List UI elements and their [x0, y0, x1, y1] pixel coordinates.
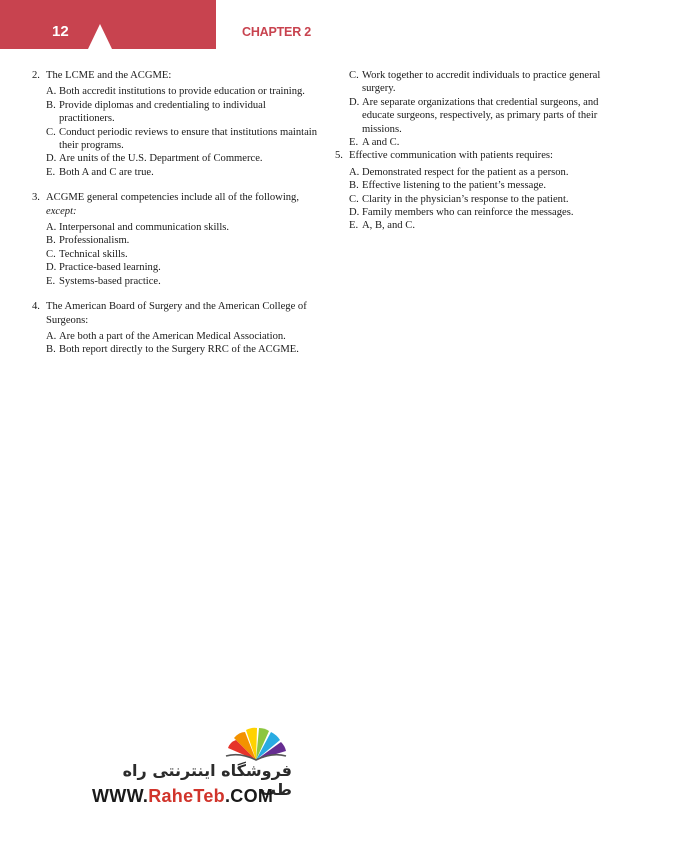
question-3 [32, 191, 322, 288]
option-text: Systems-based practice. [59, 275, 161, 287]
option-letter: B. [46, 99, 56, 111]
answer-option [335, 136, 620, 149]
answer-options [32, 330, 322, 357]
option-letter: C. [46, 126, 56, 138]
answer-options [32, 85, 322, 179]
answer-option [32, 343, 322, 356]
question-text: The American Board of Surgery and the American College of Surgeons: [46, 301, 307, 326]
header-notch [88, 24, 112, 49]
answer-option [32, 248, 322, 261]
option-text: Professionalism. [59, 235, 130, 247]
question-number: 4. [32, 301, 40, 313]
option-text: Both A and C are true. [59, 166, 154, 178]
option-letter: A. [46, 222, 57, 234]
right-column [335, 69, 620, 245]
option-text: Are units of the U.S. Department of Commerce. [59, 153, 263, 165]
option-text: Conduct periodic reviews to ensure that institutions maintain their programs. [59, 126, 318, 152]
question-5 [335, 149, 620, 232]
store-url[interactable] [92, 786, 273, 807]
question-text-main: ACGME general competencies include all of the following, [46, 192, 299, 204]
left-column [32, 69, 322, 369]
question-number: 2. [32, 70, 40, 81]
option-letter: B. [349, 180, 359, 192]
url-prefix: WWW. [92, 786, 149, 806]
option-letter: C. [46, 248, 56, 260]
answer-option [335, 166, 620, 179]
option-text: Practice-based learning. [59, 262, 161, 274]
option-text: Both accredit institutions to provide education or training. [59, 86, 305, 98]
answer-options [335, 166, 620, 233]
question-4 [32, 300, 322, 357]
option-text: Are both a part of the American Medical Association. [59, 330, 286, 342]
question-stem [32, 69, 322, 82]
answer-option [32, 126, 322, 153]
option-text: Both report directly to the Surgery RRC of the ACGME. [59, 344, 299, 356]
answer-option [32, 330, 322, 343]
question-text: Effective communication with patients requires: [349, 150, 553, 162]
answer-option [335, 206, 620, 219]
option-letter: D. [46, 153, 57, 165]
answer-option [335, 179, 620, 192]
option-letter: B. [46, 235, 56, 247]
question-2 [32, 69, 322, 179]
answer-option [32, 234, 322, 247]
question-stem [335, 149, 620, 162]
option-letter: A. [46, 86, 57, 98]
answer-option [32, 275, 322, 288]
option-letter: B. [46, 344, 56, 356]
option-letter: C. [349, 70, 359, 81]
option-letter: A. [46, 330, 57, 342]
answer-option [335, 219, 620, 232]
option-text: Effective listening to the patient’s message. [362, 180, 546, 192]
option-letter: E. [46, 275, 56, 287]
question-number: 5. [335, 150, 343, 162]
question-stem [32, 191, 322, 218]
answer-option [32, 166, 322, 179]
option-letter: E. [349, 137, 359, 149]
option-letter: D. [349, 96, 360, 108]
option-text: A and C. [362, 137, 400, 149]
option-letter: E. [46, 166, 56, 178]
option-text: Work together to accredit individuals to practice general surgery. [362, 70, 601, 95]
question-stem [32, 300, 322, 327]
option-letter: D. [46, 262, 57, 274]
answer-option [32, 152, 322, 165]
option-text: A, B, and C. [362, 220, 415, 232]
open-book-icon [222, 726, 290, 762]
question-text [46, 191, 322, 218]
chapter-label: CHAPTER 2 [242, 25, 312, 39]
answer-option [335, 96, 620, 136]
answer-options-continued [335, 69, 620, 149]
answer-option [32, 221, 322, 234]
option-letter: E. [349, 220, 359, 232]
option-text: Technical skills. [59, 248, 128, 260]
option-text: Demonstrated respect for the patient as a person. [362, 166, 569, 178]
answer-option [32, 85, 322, 98]
option-text: Clarity in the physician’s response to the patient. [362, 193, 569, 205]
answer-option [32, 99, 322, 126]
option-letter: C. [349, 193, 359, 205]
option-letter: D. [349, 207, 360, 219]
question-text: The LCME and the ACGME: [46, 70, 172, 81]
page-number: 12 [52, 23, 69, 40]
option-letter: A. [349, 166, 360, 178]
answer-option [335, 69, 620, 96]
option-text: Interpersonal and communication skills. [59, 222, 230, 234]
url-suffix: .COM [224, 786, 274, 806]
option-text: Family members who can reinforce the messages. [362, 207, 574, 219]
answer-options [32, 221, 322, 288]
option-text: Provide diplomas and credentialing to individual practitioners. [59, 99, 266, 125]
store-name: فروشگاه اینترنتی راه طب [122, 761, 292, 799]
header-bar [0, 0, 216, 49]
url-brand: RaheTeb [148, 786, 225, 806]
question-number: 3. [32, 192, 40, 204]
answer-option [32, 261, 322, 274]
option-text: Are separate organizations that credential surgeons, and educate surgeons, respectively, as primary parts of their missions. [362, 96, 599, 135]
answer-option [335, 193, 620, 206]
question-emphasis: except: [46, 205, 77, 217]
